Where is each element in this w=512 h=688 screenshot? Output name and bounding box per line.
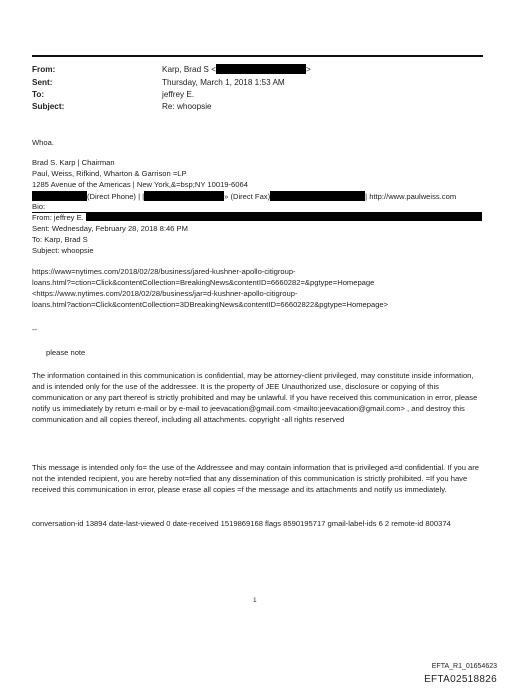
conversation-metadata: conversation-id 13894 date-last-viewed 0 date-received 1519869168 flags 8590195717 gmail-label-ids 6 2 remote-id 800374 [32, 519, 451, 528]
separator-dashes: -- [32, 325, 38, 334]
from-label: From: [32, 65, 56, 74]
to-value: jeffrey E. [162, 90, 195, 99]
article-url-line[interactable]: https://www=nytimes.com/2018/02/28/business/jared-kushner-apollo-citigroup- [32, 267, 296, 276]
confidentiality-notice: The information contained in this communication is confidential, may be attorney-client privileged, may constitute inside information, and is intended only for the use of the addressee. It is the property of JEE Unauthorized use, disclosure or copying of this communication or any part thereof is strictly prohibited and may be unlawful. If you have received this communication in error, please notify us immediately by return e-mail or by e-mail to jeevacation@gmail.com <mailto:jeevacation@gmail.com> , and destroy this communication and all copies thereof, including all attachments. copyright -all rights reserved [32, 371, 478, 424]
subject-label: Subject: [32, 102, 65, 111]
quoted-to: To: Karp, Brad S [32, 235, 88, 244]
redaction-box [32, 191, 87, 201]
signature-address: 1285 Avenue of the Americas | New York,&=bsp;NY 10019-6064 [32, 180, 248, 189]
from-value: Karp, Brad S < > [162, 65, 311, 74]
article-url-line[interactable]: <https://www.nytimes.com/2018/02/28/business/jar=d-kushner-apollo-citigroup- [32, 289, 298, 298]
quoted-sent: Sent: Wednesday, February 28, 2018 8:46 PM [32, 224, 188, 233]
sent-label: Sent: [32, 78, 53, 87]
subject-value: Re: whoopsie [162, 102, 212, 111]
please-note: please note [46, 348, 86, 357]
redaction-bar [32, 212, 482, 221]
quoted-subject: Subject: whoopsie [32, 246, 94, 255]
disclaimer-notice: This message is intended only fo= the use of the Addressee and may contain information that is privileged a=d confidential. If you are not the intended recipient, you are hereby not=fied that any dissemination of this communication is strictly prohibited. =If you have received this communication in error, please erase all copies =f the message and its attachments and notify us immediately. [32, 463, 480, 494]
greeting: Whoa. [32, 138, 54, 147]
quoted-from: From: jeffrey E. [32, 213, 84, 222]
redaction-box [144, 191, 224, 201]
to-label: To: [32, 90, 45, 99]
sent-value: Thursday, March 1, 2018 1:53 AM [162, 78, 285, 87]
redaction-box [270, 191, 365, 201]
article-url-line[interactable]: loans.html?action=Click&contentCollection=3DBreakingNews&contentID=66602822&pgtype=Homepage> [32, 300, 389, 309]
bates-number-small: EFTA_R1_01654623 [431, 663, 497, 670]
bates-number: EFTA02518826 [424, 674, 497, 685]
signature-contact-line: (Direct Phone) | | » (Direct Fax) | http://www.paulweiss.com [32, 191, 456, 203]
article-url-line[interactable]: loans.html?=ction=Click&contentCollection=BreakingNews&contentID=6660282=&pgtype=Homepage [32, 278, 375, 287]
signature-name: Brad S. Karp | Chairman [32, 158, 115, 167]
header-rule [32, 55, 483, 57]
bio-label: Bio: [32, 202, 46, 211]
page-number: 1 [253, 597, 257, 604]
redaction-box [216, 64, 306, 74]
signature-firm: Paul, Weiss, Rifkind, Wharton & Garrison =LP [32, 169, 187, 178]
